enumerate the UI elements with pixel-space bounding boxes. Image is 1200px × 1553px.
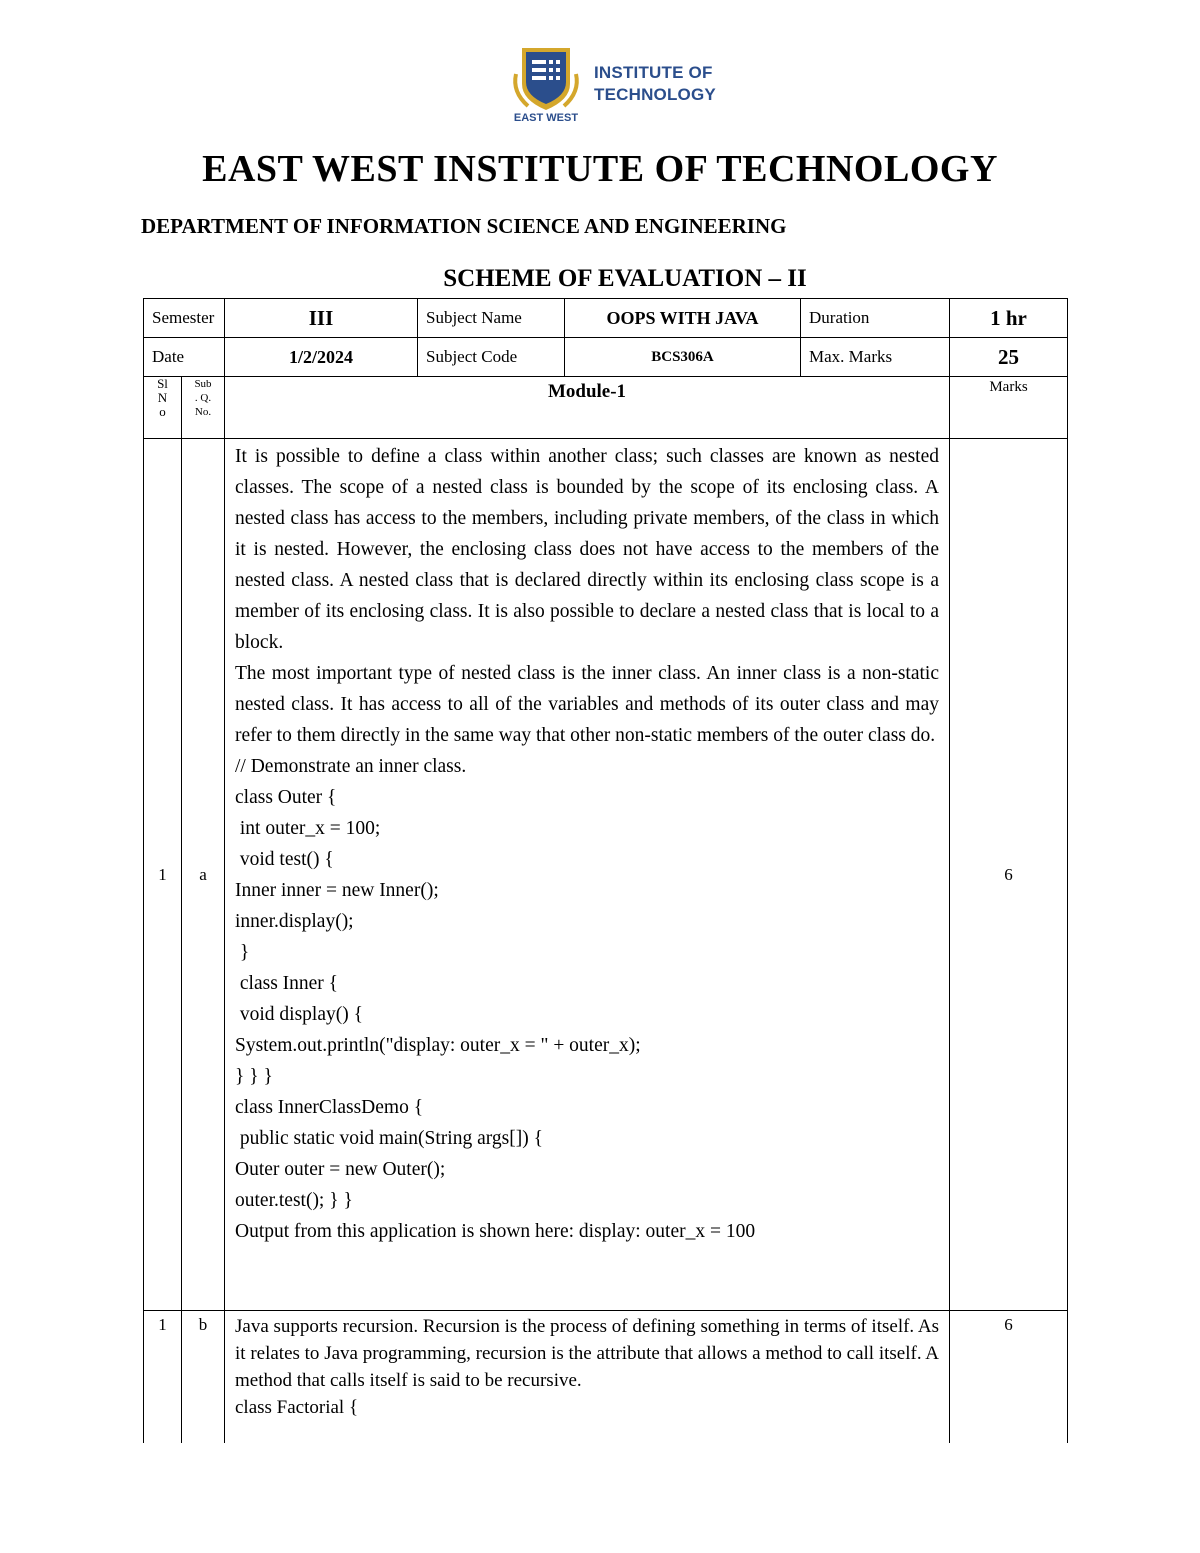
column-header-row: [144, 377, 1068, 439]
sub-q-header: Sub . Q. No.: [182, 377, 225, 439]
semester-label: Semester: [144, 299, 225, 338]
module-header: Module-1: [225, 377, 950, 439]
duration-value: 1 hr: [950, 299, 1068, 338]
row-marks: 6: [950, 1311, 1068, 1444]
row-marks: 6: [950, 439, 1068, 1311]
evaluation-table: [143, 298, 1068, 1443]
subject-code-label: Subject Code: [418, 338, 565, 377]
row-sub-q: b: [182, 1311, 225, 1444]
department-title: DEPARTMENT OF INFORMATION SCIENCE AND ENGINEERING: [141, 214, 787, 238]
max-marks-label: Max. Marks: [801, 338, 950, 377]
answer-text: [225, 1311, 950, 1444]
subject-name-value: OOPS WITH JAVA: [565, 299, 801, 338]
semester-value: III: [225, 299, 418, 338]
row-sub-q: a: [182, 439, 225, 1311]
subject-name-label: Subject Name: [418, 299, 565, 338]
answer-paragraph: The most important type of nested class is the inner class. An inner class is a non-static nested class. It has access to all of the variables and methods of its outer class and may refer to them directly in the same way that other non-static members of the outer class do.: [235, 663, 939, 746]
date-value: 1/2/2024: [225, 338, 418, 377]
info-row-2: [144, 338, 1068, 377]
logo-caption: EAST WEST: [513, 112, 579, 124]
row-sl-no: 1: [144, 439, 182, 1311]
answer-paragraph: It is possible to define a class within another class; such classes are known as nested classes. The scope of a nested class is bounded by the scope of its enclosing class. A nested class has access to the members, including private members, of the class in which it is nested. However, the enclosing class does not have access to the members of the nested class. A nested class that is declared directly within its enclosing class scope is a member of its enclosing class. It is also possible to declare a nested class that is local to a block.: [235, 446, 939, 653]
duration-label: Duration: [801, 299, 950, 338]
subject-code-value: BCS306A: [565, 338, 801, 377]
max-marks-value: 25: [950, 338, 1068, 377]
marks-header: Marks: [950, 377, 1068, 439]
table-row: [144, 439, 1068, 1311]
sl-no-header: Sl N o: [144, 377, 182, 439]
row-sl-no: 1: [144, 1311, 182, 1444]
code-block: // Demonstrate an inner class. class Outer { int outer_x = 100; void test() { Inner inner = new Inner(); inner.display(); } class Inner { void display() { System.out.println("display: outer_x = " + outer_x); } } } class InnerClassDemo { public static void main(String args[]) { Outer outer = new Outer(); outer.test(); } } Output from this application is shown here: display: outer_x = 100: [235, 756, 756, 1242]
code-block: class Factorial {: [235, 1397, 359, 1418]
answer-paragraph: Java supports recursion. Recursion is the process of defining something in terms of itself. As it relates to Java programming, recursion is the attribute that allows a method to call itself. A method that calls itself is said to be recursive.: [235, 1316, 939, 1391]
institute-logo: [506, 44, 736, 128]
date-label: Date: [144, 338, 225, 377]
institute-title: EAST WEST INSTITUTE OF TECHNOLOGY: [202, 148, 998, 190]
logo-wordmark: INSTITUTE OF TECHNOLOGY: [594, 63, 716, 104]
answer-text: [225, 439, 950, 1311]
table-row: [144, 1311, 1068, 1444]
crest-icon: [506, 44, 586, 116]
scheme-title: SCHEME OF EVALUATION – II: [443, 265, 807, 292]
info-row-1: [144, 299, 1068, 338]
